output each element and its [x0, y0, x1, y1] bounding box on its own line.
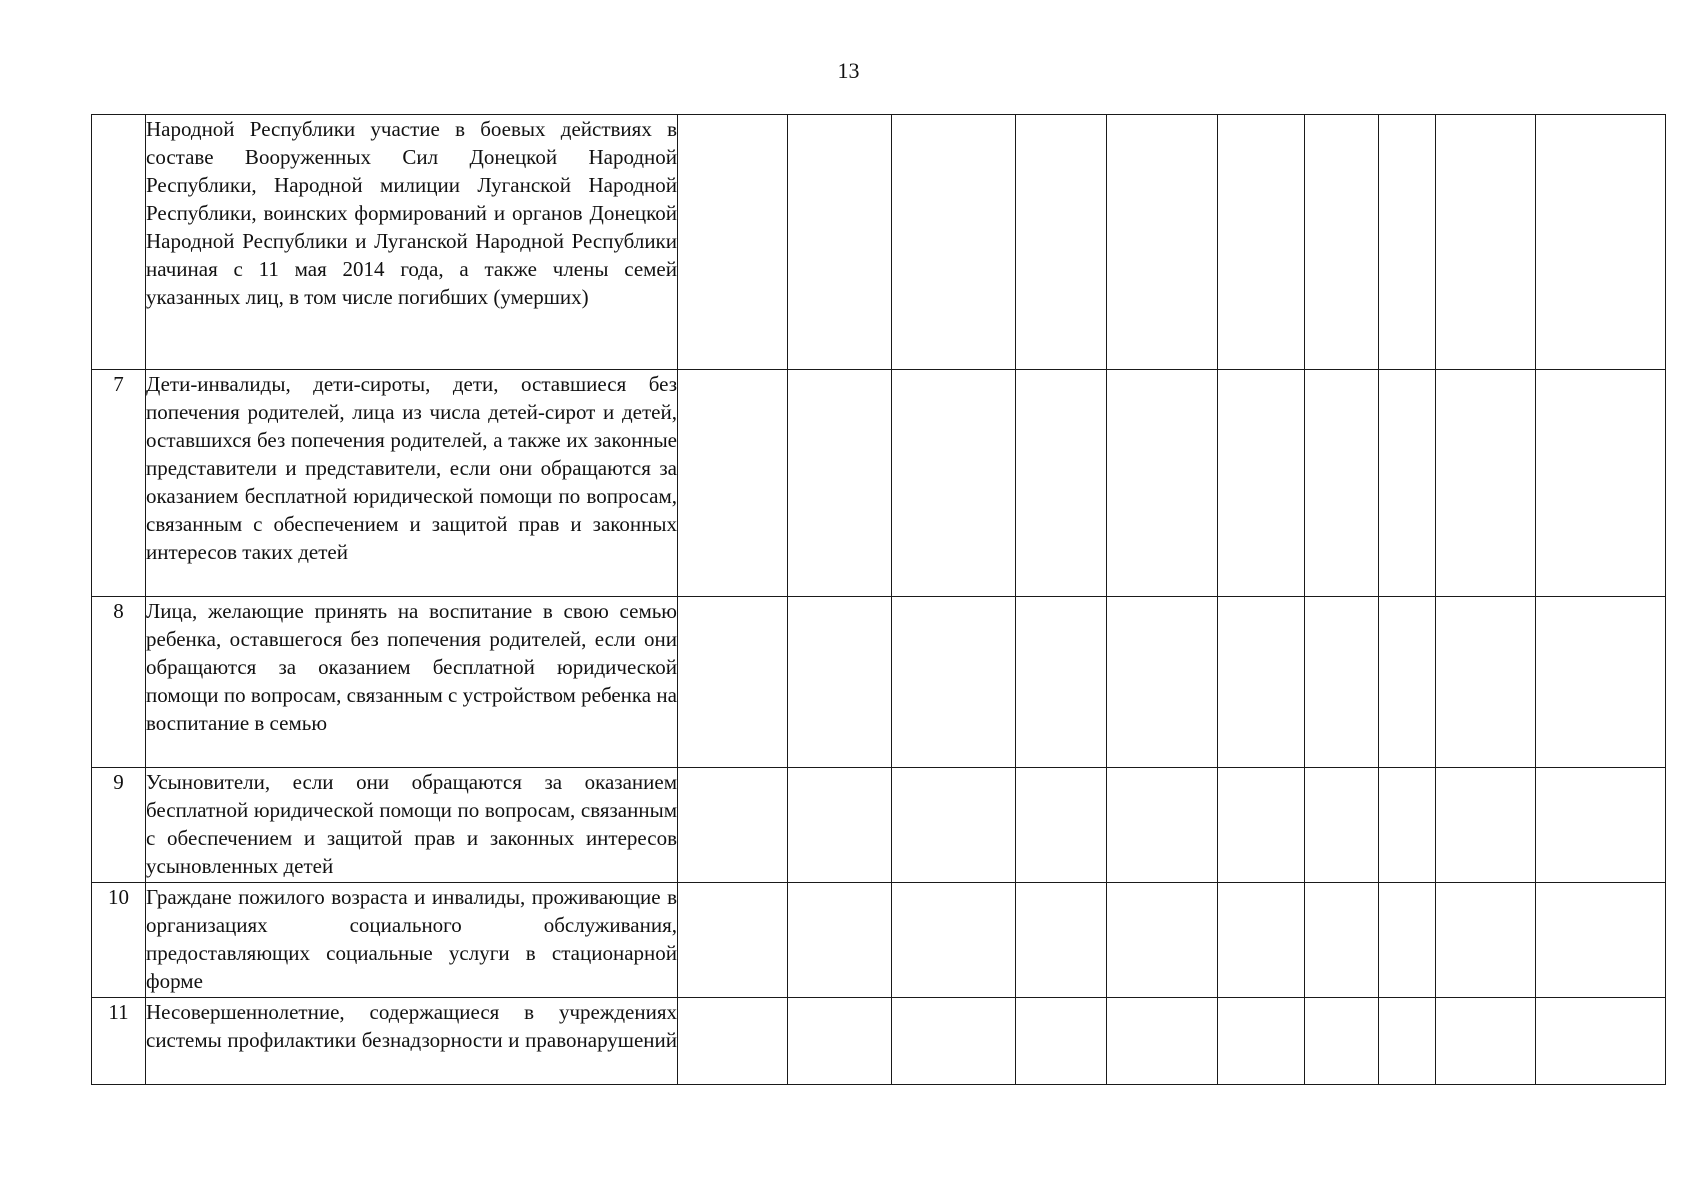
- data-cell: [788, 597, 892, 768]
- data-cell: [788, 768, 892, 883]
- data-cell: [1536, 597, 1666, 768]
- data-cell: [678, 883, 788, 998]
- data-cell: [1305, 115, 1379, 370]
- data-cell: [788, 883, 892, 998]
- data-cell: [1305, 883, 1379, 998]
- data-cell: [788, 998, 892, 1085]
- data-cell: [1536, 998, 1666, 1085]
- data-cell: [1016, 370, 1107, 597]
- data-cell: [1379, 115, 1436, 370]
- row-number: 10: [92, 883, 146, 998]
- row-number: 7: [92, 370, 146, 597]
- row-number: 11: [92, 998, 146, 1085]
- data-cell: [1218, 597, 1305, 768]
- row-number: [92, 115, 146, 370]
- data-cell: [1218, 883, 1305, 998]
- data-cell: [1305, 597, 1379, 768]
- data-cell: [1436, 597, 1536, 768]
- data-cell: [678, 597, 788, 768]
- data-cell: [1379, 998, 1436, 1085]
- data-cell: [1536, 883, 1666, 998]
- data-cell: [1218, 998, 1305, 1085]
- data-cell: [1218, 370, 1305, 597]
- data-cell: [1436, 370, 1536, 597]
- data-cell: [1016, 998, 1107, 1085]
- data-cell: [1107, 883, 1218, 998]
- category-text: Лица, желающие принять на воспитание в свою семью ребенка, оставшегося без попечения родителей, если они обращаются за оказанием бесплатной юридической помощи по вопросам, связанным с устройством ребенка на воспитание в семью: [146, 597, 678, 768]
- data-cell: [1016, 883, 1107, 998]
- data-cell: [1436, 768, 1536, 883]
- category-text: Народной Республики участие в боевых действиях в составе Вооруженных Сил Донецкой Народной Республики, Народной милиции Луганской Народной Республики, воинских формирований и органов Донецкой Народной Республики и Луганской Народной Республики начиная с 11 мая 2014 года, а также члены семей указанных лиц, в том числе погибших (умерших): [146, 115, 678, 370]
- data-cell: [1107, 768, 1218, 883]
- data-cell: [1536, 115, 1666, 370]
- data-cell: [1436, 115, 1536, 370]
- category-text: Граждане пожилого возраста и инвалиды, проживающие в организациях социального обслуживания, предоставляющих социальные услуги в стационарной форме: [146, 883, 678, 998]
- data-cell: [1536, 370, 1666, 597]
- page-number: 13: [837, 58, 860, 83]
- data-cell: [1016, 768, 1107, 883]
- data-cell: [1218, 768, 1305, 883]
- row-number: 9: [92, 768, 146, 883]
- data-cell: [892, 768, 1016, 883]
- data-cell: [1107, 998, 1218, 1085]
- data-cell: [1436, 998, 1536, 1085]
- category-text: Усыновители, если они обращаются за оказанием бесплатной юридической помощи по вопросам, связанным с обеспечением и защитой прав и законных интересов усыновленных детей: [146, 768, 678, 883]
- data-cell: [892, 883, 1016, 998]
- data-cell: [1436, 883, 1536, 998]
- data-cell: [1536, 768, 1666, 883]
- data-cell: [1218, 115, 1305, 370]
- data-cell: [678, 998, 788, 1085]
- data-cell: [892, 115, 1016, 370]
- data-cell: [1379, 768, 1436, 883]
- data-cell: [1107, 370, 1218, 597]
- data-cell: [1379, 370, 1436, 597]
- data-cell: [1379, 883, 1436, 998]
- table-row: [92, 883, 1666, 998]
- table-row: [92, 115, 1666, 370]
- data-cell: [1305, 768, 1379, 883]
- data-cell: [788, 370, 892, 597]
- data-cell: [1016, 597, 1107, 768]
- data-cell: [1305, 370, 1379, 597]
- data-cell: [1107, 115, 1218, 370]
- data-cell: [678, 768, 788, 883]
- data-cell: [1379, 597, 1436, 768]
- data-cell: [892, 370, 1016, 597]
- data-cell: [892, 597, 1016, 768]
- data-cell: [1305, 998, 1379, 1085]
- data-cell: [788, 115, 892, 370]
- table-row: [92, 370, 1666, 597]
- category-text: Дети-инвалиды, дети-сироты, дети, оставшиеся без попечения родителей, лица из числа детей-сирот и детей, оставшихся без попечения родителей, а также их законные представители и представители, если они обращаются за оказанием бесплатной юридической помощи по вопросам, связанным с обеспечением и защитой прав и законных интересов таких детей: [146, 370, 678, 597]
- data-cell: [1016, 115, 1107, 370]
- row-number: 8: [92, 597, 146, 768]
- table-row: [92, 998, 1666, 1085]
- beneficiaries-table: [91, 114, 1666, 1085]
- data-cell: [678, 370, 788, 597]
- category-text: Несовершеннолетние, содержащиеся в учреждениях системы профилактики безнадзорности и правонарушений: [146, 998, 678, 1085]
- data-cell: [678, 115, 788, 370]
- data-cell: [1107, 597, 1218, 768]
- table-row: [92, 597, 1666, 768]
- data-cell: [892, 998, 1016, 1085]
- table-row: [92, 768, 1666, 883]
